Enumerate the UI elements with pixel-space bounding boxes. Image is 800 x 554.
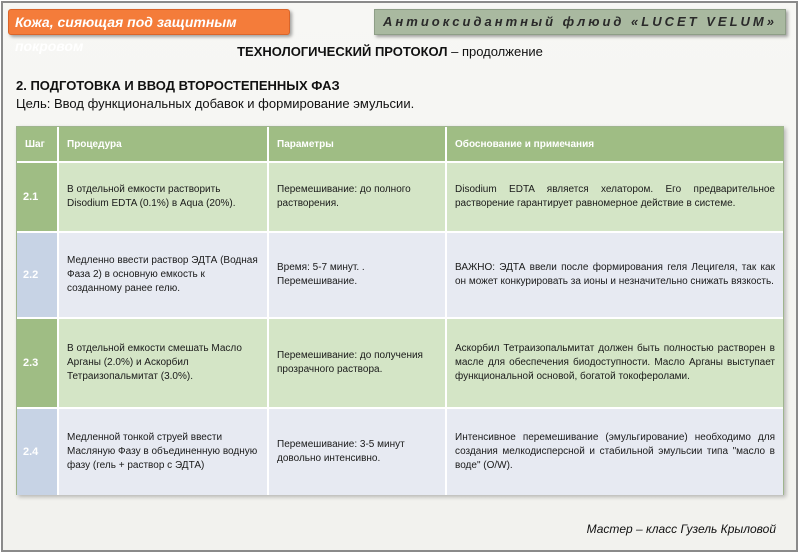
step-number: 2.3 xyxy=(17,319,59,407)
params-cell: Перемешивание: до получения прозрачного раствора. xyxy=(277,350,423,375)
table-row xyxy=(17,233,783,317)
params-cell: Время: 5-7 минут. . Перемешивание. xyxy=(277,262,365,287)
protocol-title: ТЕХНОЛОГИЧЕСКИЙ ПРОТОКОЛ xyxy=(237,44,448,59)
table-row xyxy=(17,319,783,407)
table-header-row xyxy=(17,127,783,161)
section-goal: Цель: Ввод функциональных добавок и формирование эмульсии. xyxy=(16,96,415,111)
procedure-cell: В отдельной емкости растворить Disodium EDTA (0.1%) в Aqua (20%). xyxy=(67,184,236,209)
product-badge: Антиоксидантный флюид «LUCET VELUM» xyxy=(374,9,786,35)
header-procedure: Процедура xyxy=(59,127,269,161)
note-cell: Интенсивное перемешивание (эмульгирование) необходимо для создания мелкодисперсной и стабильной эмульсии типа "масло в воде" (O/W). xyxy=(455,432,775,471)
table-row xyxy=(17,163,783,231)
note-cell: Disodium EDTA является хелатором. Его предварительное растворение гарантирует равномерное действие в системе. xyxy=(455,184,775,209)
params-cell: Перемешивание: 3-5 минут довольно интенсивно. xyxy=(277,439,405,464)
procedure-cell: В отдельной емкости смешать Масло Арганы (2.0%) и Аскорбил Тетраизопальмитат (3.0%). xyxy=(67,343,242,382)
protocol-heading xyxy=(0,44,780,59)
step-number: 2.1 xyxy=(17,163,59,231)
section-title: 2. ПОДГОТОВКА И ВВОД ВТОРОСТЕПЕННЫХ ФАЗ xyxy=(16,78,340,93)
table-row xyxy=(17,409,783,495)
step-number: 2.2 xyxy=(17,233,59,317)
protocol-table xyxy=(16,126,784,495)
step-number: 2.4 xyxy=(17,409,59,495)
topic-badge: Кожа, сияющая под защитным покровом xyxy=(8,9,290,35)
header-parameters: Параметры xyxy=(269,127,447,161)
procedure-cell: Медленной тонкой струей ввести Масляную Фазу в объединенную водную фазу (гель + раствор с ЭДТА) xyxy=(67,432,258,471)
params-cell: Перемешивание: до полного растворения. xyxy=(277,184,411,209)
protocol-suffix: – продолжение xyxy=(447,44,543,59)
author-footer: Мастер – класс Гузель Крыловой xyxy=(586,522,776,536)
header-step: Шаг xyxy=(17,127,59,161)
note-cell: Аскорбил Тетраизопальмитат должен быть полностью растворен в масле для обеспечения биодоступности. Масло Арганы выступает функциональной основой, богатой токоферолами. xyxy=(455,343,775,382)
note-cell: ВАЖНО: ЭДТА ввели после формирования геля Лецигеля, так как он может конкурировать за ионы и незначительно снижать вязкость. xyxy=(455,262,775,287)
procedure-cell: Медленно ввести раствор ЭДТА (Водная Фаза 2) в основную емкость к созданному ранее гелю. xyxy=(67,255,258,294)
header-notes: Обоснование и примечания xyxy=(455,138,595,150)
